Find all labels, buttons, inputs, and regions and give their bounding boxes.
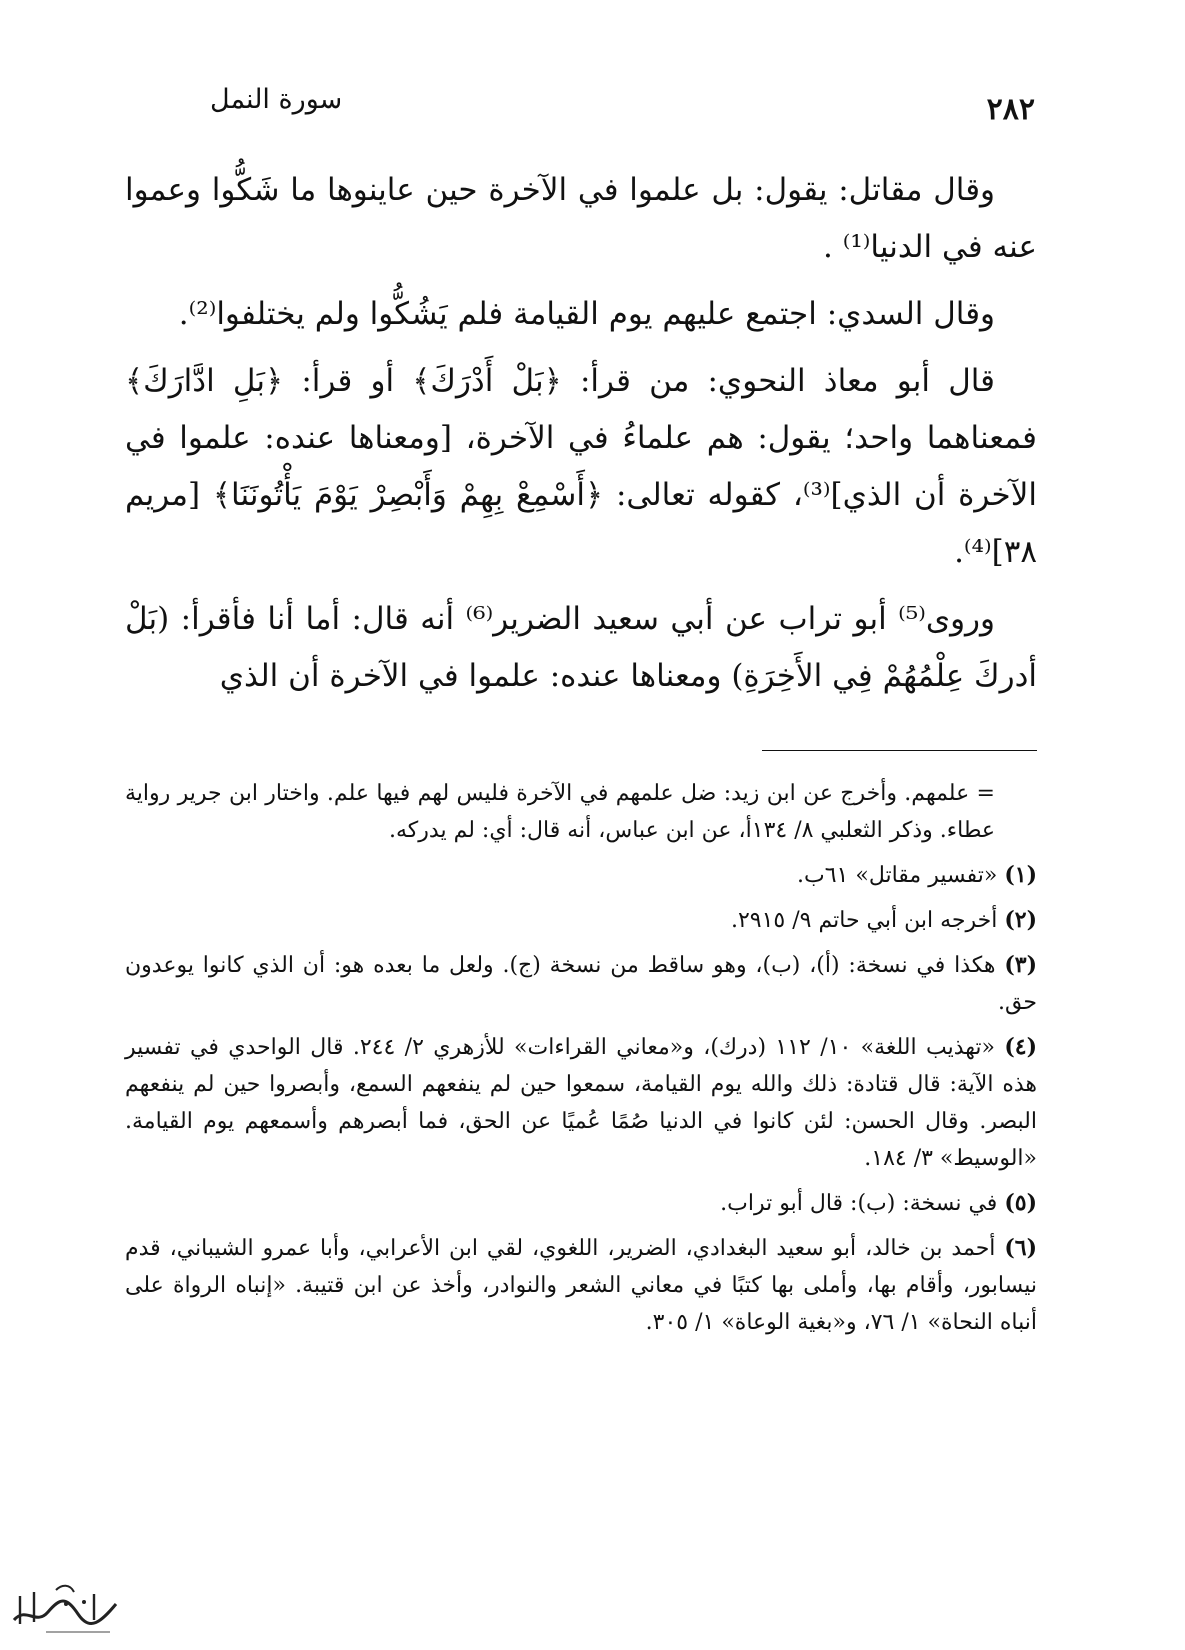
footnote-3 [125,947,1037,1021]
footnote-text: «تهذيب اللغة» ١٠/ ١١٢ (درك)، و«معاني القراءات» للأزهري ٢/ ٢٤٤. قال الواحدي في تفسير هذه الآية: قال قتادة: ذلك والله يوم القيامة، سمعوا حين لم ينفعهم السمع، وأبصروا حين لم ينفعهم البصر. وقال الحسن: لئن كانوا في الدنيا صُمًا عُميًا عن الحق، فما أبصرهم وأسمعهم يوم القيامة. «الوسيط» ٣/ ١٨٤. [125,1035,1037,1171]
calligraphy-stamp-logo [6,1576,124,1640]
main-text [125,162,1037,715]
footnote-text: أخرجه ابن أبي حاتم ٩/ ٢٩١٥. [730,908,998,933]
paragraph-muqatil: وقال مقاتل: يقول: بل علموا في الآخرة حين عاينوها ما شَكُّوا وعموا عنه في الدنيا⁽¹⁾ . [125,172,1037,265]
footnote-text: أحمد بن خالد، أبو سعيد البغدادي، الضرير، اللغوي، لقي ابن الأعرابي، وأبا عمرو الشيباني، قدم نيسابور، وأقام بها، وأملى بها كتبًا في معاني الشعر والنوادر، وأخذ عن ابن قتيبة. «إنباه الرواة على أنباه النحاة» ١/ ٧٦، و«بغية الوعاة» ١/ ٣٠٥. [125,1236,1037,1335]
footnote-continuation [125,775,1037,849]
surah-title: سورة النمل [210,84,343,115]
paragraph-abu-turab: وروى⁽⁵⁾ أبو تراب عن أبي سعيد الضرير⁽⁶⁾ أنه قال: أما أنا فأقرأ: (بَلْ أدركَ عِلْمُهُمْ فِي الأَخِرَةِ) ومعناها عنده: علموا في الآخرة أن الذي [125,601,1037,694]
footnote-text: = علمهم. وأخرج عن ابن زيد: ضل علمهم في الآخرة فليس لهم فيها علم. واختار ابن جرير رواية عطاء. وذكر الثعلبي ٨/ ١٣٤أ، عن ابن عباس، أنه قال: أي: لم يدركه. [125,781,995,843]
footnotes [125,775,1037,1349]
footnote-number: (٢) [1004,907,1037,933]
footnote-text: هكذا في نسخة: (أ)، (ب)، وهو ساقط من نسخة (ج). ولعل ما بعده هو: أن الذي كانوا يوعدون حق. [125,953,1037,1015]
footnote-number: (٦) [1004,1235,1037,1261]
footnote-text: «تفسير مقاتل» ٦١ب. [797,863,998,888]
page-header [130,74,1035,134]
footnote-text: في نسخة: (ب): قال أبو تراب. [720,1191,998,1216]
paragraph-suddi: وقال السدي: اجتمع عليهم يوم القيامة فلم يَشُكُّوا ولم يختلفوا⁽²⁾. [178,296,995,332]
footnote-number: (٣) [1004,952,1038,978]
footnote-1 [125,857,1037,894]
footnote-number: (٥) [1004,1190,1037,1216]
footnote-4 [125,1029,1037,1177]
page-number: ٢٨٢ [986,92,1035,127]
footnote-number: (١) [1004,862,1037,888]
footnote-separator [762,750,1037,751]
footnote-6 [125,1230,1037,1341]
paragraph-abu-muadh: قال أبو معاذ النحوي: من قرأ: ﴿بَلْ أَدْرَكَ﴾ أو قرأ: ﴿بَلِ ادَّارَكَ﴾ فمعناهما واحد؛ يقول: هم علماءُ في الآخرة، [ومعناها عنده: علموا في الآخرة أن الذي]⁽³⁾، كقوله تعالى: ﴿أَسْمِعْ بِهِمْ وَأَبْصِرْ يَوْمَ يَأْتُونَنَا﴾ [مريم ٣٨]⁽⁴⁾. [125,363,1037,570]
footnote-2 [125,902,1037,939]
footnote-number: (٤) [1004,1034,1038,1060]
footnote-5 [125,1185,1037,1222]
